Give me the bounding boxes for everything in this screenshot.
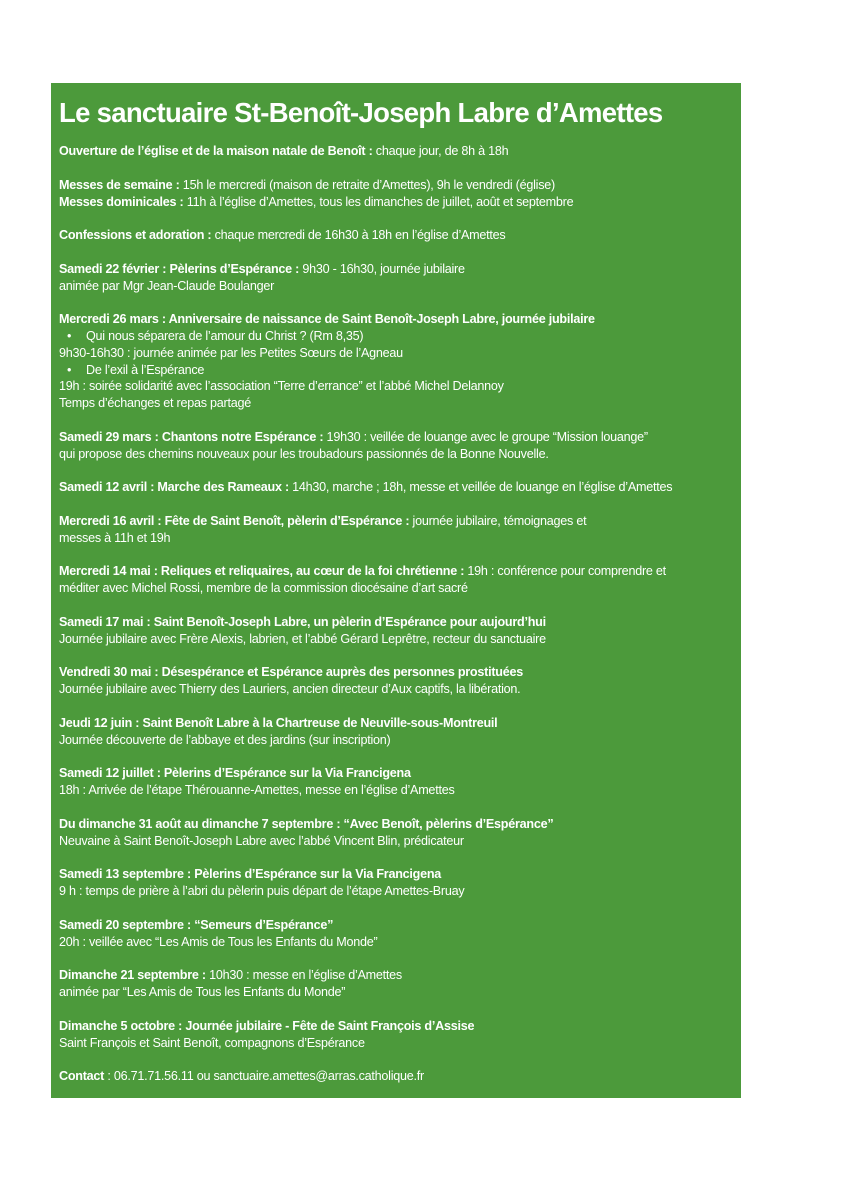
program-entry: [59, 479, 733, 496]
program-entry: [59, 765, 733, 799]
program-panel: [51, 83, 741, 1098]
entry-line: [59, 563, 733, 580]
entry-line: [59, 580, 733, 597]
entry-heading: Jeudi 12 juin : Saint Benoît Labre à la Chartreuse de Neuville-sous-Montreuil: [59, 715, 498, 730]
entry-text: 19h : conférence pour comprendre et: [464, 564, 666, 578]
entry-line: [59, 883, 733, 900]
entry-line: [59, 345, 733, 362]
entry-line: [59, 311, 733, 328]
entry-line: [59, 934, 733, 951]
program-entry: [59, 816, 733, 850]
bullet-text: De l’exil à l’Espérance: [86, 362, 205, 377]
program-list: [59, 143, 733, 1085]
entry-heading: Samedi 12 juillet : Pèlerins d’Espérance sur la Via Francigena: [59, 766, 411, 780]
program-entry: [59, 1068, 733, 1085]
entry-heading: Samedi 12 avril : Marche des Rameaux :: [59, 480, 289, 494]
entry-line: [59, 681, 733, 698]
entry-heading: Dimanche 5 octobre : Journée jubilaire - Fête de Saint François d’Assise: [59, 1018, 475, 1033]
entry-line: [59, 765, 733, 782]
entry-text: 11h à l’église d’Amettes, tous les dimanches de juillet, août et septembre: [183, 194, 574, 209]
program-entry: [59, 664, 733, 698]
entry-text: animée par “Les Amis de Tous les Enfants du Monde”: [59, 985, 346, 999]
entry-heading: Mercredi 14 mai : Reliques et reliquaires, au cœur de la foi chrétienne :: [59, 564, 465, 578]
entry-heading: Vendredi 30 mai : Désespérance et Espérance auprès des personnes prostituées: [59, 665, 523, 679]
entry-line: [59, 261, 733, 278]
entry-text: 9h30-16h30 : journée animée par les Petites Sœurs de l’Agneau: [59, 345, 403, 360]
program-entry: [59, 563, 733, 597]
program-entry: [59, 715, 733, 749]
entry-line: [59, 479, 733, 496]
entry-line: [59, 732, 733, 749]
entry-line: [59, 967, 733, 984]
entry-line: [59, 614, 733, 631]
entry-line: [59, 866, 733, 883]
program-entry: [59, 261, 733, 295]
entry-heading: Samedi 22 février : Pèlerins d’Espérance :: [59, 261, 300, 276]
entry-line: [59, 378, 733, 395]
bullet-text: Qui nous séparera de l’amour du Christ ? (Rm 8,35): [86, 329, 364, 343]
entry-heading: Du dimanche 31 août au dimanche 7 septembre : “Avec Benoît, pèlerins d’Espérance”: [59, 816, 554, 831]
entry-heading: Samedi 29 mars : Chantons notre Espérance :: [59, 429, 324, 444]
program-entry: [59, 917, 733, 951]
entry-line: [59, 917, 733, 934]
program-entry: [59, 311, 733, 412]
entry-text: 9h30 - 16h30, journée jubilaire: [299, 261, 465, 276]
entry-text: 18h : Arrivée de l’étape Thérouanne-Amettes, messe en l’église d’Amettes: [59, 783, 455, 797]
program-entry: [59, 1018, 733, 1052]
bullet-item: [59, 362, 733, 379]
entry-heading: Confessions et adoration :: [59, 228, 212, 242]
page-title: Le sanctuaire St-Benoît-Joseph Labre d’Amettes: [59, 97, 663, 128]
entry-text: chaque jour, de 8h à 18h: [372, 144, 509, 158]
entry-text: Neuvaine à Saint Benoît-Joseph Labre avec l’abbé Vincent Blin, prédicateur: [59, 833, 464, 848]
entry-line: [59, 782, 733, 799]
program-entry: [59, 429, 733, 463]
entry-line: [59, 833, 733, 850]
entry-text: 9 h : temps de prière à l’abri du pèlerin puis départ de l’étape Amettes-Bruay: [59, 884, 465, 898]
entry-heading: Dimanche 21 septembre :: [59, 968, 206, 982]
bullet-icon: •: [67, 362, 72, 377]
program-entry: [59, 143, 733, 160]
entry-text: Temps d’échanges et repas partagé: [59, 396, 251, 410]
entry-heading: Samedi 17 mai : Saint Benoît-Joseph Labre, un pèlerin d’Espérance pour aujourd’hui: [59, 614, 546, 629]
entry-line: [59, 984, 733, 1001]
entry-line: [59, 395, 733, 412]
program-entry: [59, 513, 733, 547]
program-entry: [59, 227, 733, 244]
entry-text: Journée jubilaire avec Frère Alexis, labrien, et l’abbé Gérard Leprêtre, recteur du sanctuaire: [59, 631, 546, 646]
bullet-item: [59, 328, 733, 345]
entry-line: [59, 227, 733, 244]
entry-text: méditer avec Michel Rossi, membre de la commission diocésaine d’art sacré: [59, 581, 468, 595]
entry-line: [59, 631, 733, 648]
entry-text: 19h : soirée solidarité avec l’association “Terre d’errance” et l’abbé Michel Delannoy: [59, 379, 504, 393]
entry-line: [59, 1068, 733, 1085]
entry-heading: Mercredi 16 avril : Fête de Saint Benoît, pèlerin d’Espérance :: [59, 513, 410, 528]
entry-line: [59, 177, 733, 194]
entry-text: : 06.71.71.56.11 ou sanctuaire.amettes@arras.catholique.fr: [104, 1069, 424, 1083]
entry-heading: Ouverture de l’église et de la maison natale de Benoît :: [59, 144, 373, 158]
entry-text: 15h le mercredi (maison de retraite d’Amettes), 9h le vendredi (église): [179, 177, 555, 192]
entry-heading: Mercredi 26 mars : Anniversaire de naissance de Saint Benoît-Joseph Labre, journée jubilaire: [59, 312, 595, 326]
entry-line: [59, 278, 733, 295]
entry-heading: Messes dominicales :: [59, 194, 184, 209]
entry-line: [59, 194, 733, 211]
entry-line: [59, 816, 733, 833]
entry-heading: Samedi 20 septembre : “Semeurs d’Espérance”: [59, 917, 334, 932]
entry-line: [59, 1018, 733, 1035]
entry-text: animée par Mgr Jean-Claude Boulanger: [59, 278, 275, 293]
program-entry: [59, 967, 733, 1001]
entry-line: [59, 530, 733, 547]
program-entry: [59, 866, 733, 900]
program-entry: [59, 177, 733, 211]
entry-line: [59, 1035, 733, 1052]
entry-text: Saint François et Saint Benoît, compagnons d’Espérance: [59, 1035, 365, 1050]
entry-line: [59, 143, 733, 160]
entry-text: messes à 11h et 19h: [59, 530, 171, 545]
entry-text: 14h30, marche ; 18h, messe et veillée de louange en l’église d’Amettes: [288, 480, 673, 494]
entry-heading: Samedi 13 septembre : Pèlerins d’Espérance sur la Via Francigena: [59, 867, 442, 881]
entry-text: 10h30 : messe en l’église d’Amettes: [205, 968, 402, 982]
entry-text: Journée découverte de l’abbaye et des jardins (sur inscription): [59, 732, 391, 747]
entry-text: Journée jubilaire avec Thierry des Lauriers, ancien directeur d’Aux captifs, la libération.: [59, 682, 521, 696]
entry-line: [59, 429, 733, 446]
entry-line: [59, 715, 733, 732]
entry-text: 19h30 : veillée de louange avec le groupe “Mission louange”: [323, 429, 648, 444]
program-entry: [59, 614, 733, 648]
entry-text: journée jubilaire, témoignages et: [409, 513, 587, 528]
entry-line: [59, 446, 733, 463]
entry-text: 20h : veillée avec “Les Amis de Tous les Enfants du Monde”: [59, 934, 378, 949]
entry-text: qui propose des chemins nouveaux pour les troubadours passionnés de la Bonne Nouvelle.: [59, 446, 549, 461]
bullet-icon: •: [67, 329, 72, 343]
entry-line: [59, 664, 733, 681]
entry-line: [59, 513, 733, 530]
entry-text: chaque mercredi de 16h30 à 18h en l’église d’Amettes: [211, 228, 506, 242]
entry-heading: Messes de semaine :: [59, 177, 180, 192]
entry-heading: Contact: [59, 1069, 105, 1083]
